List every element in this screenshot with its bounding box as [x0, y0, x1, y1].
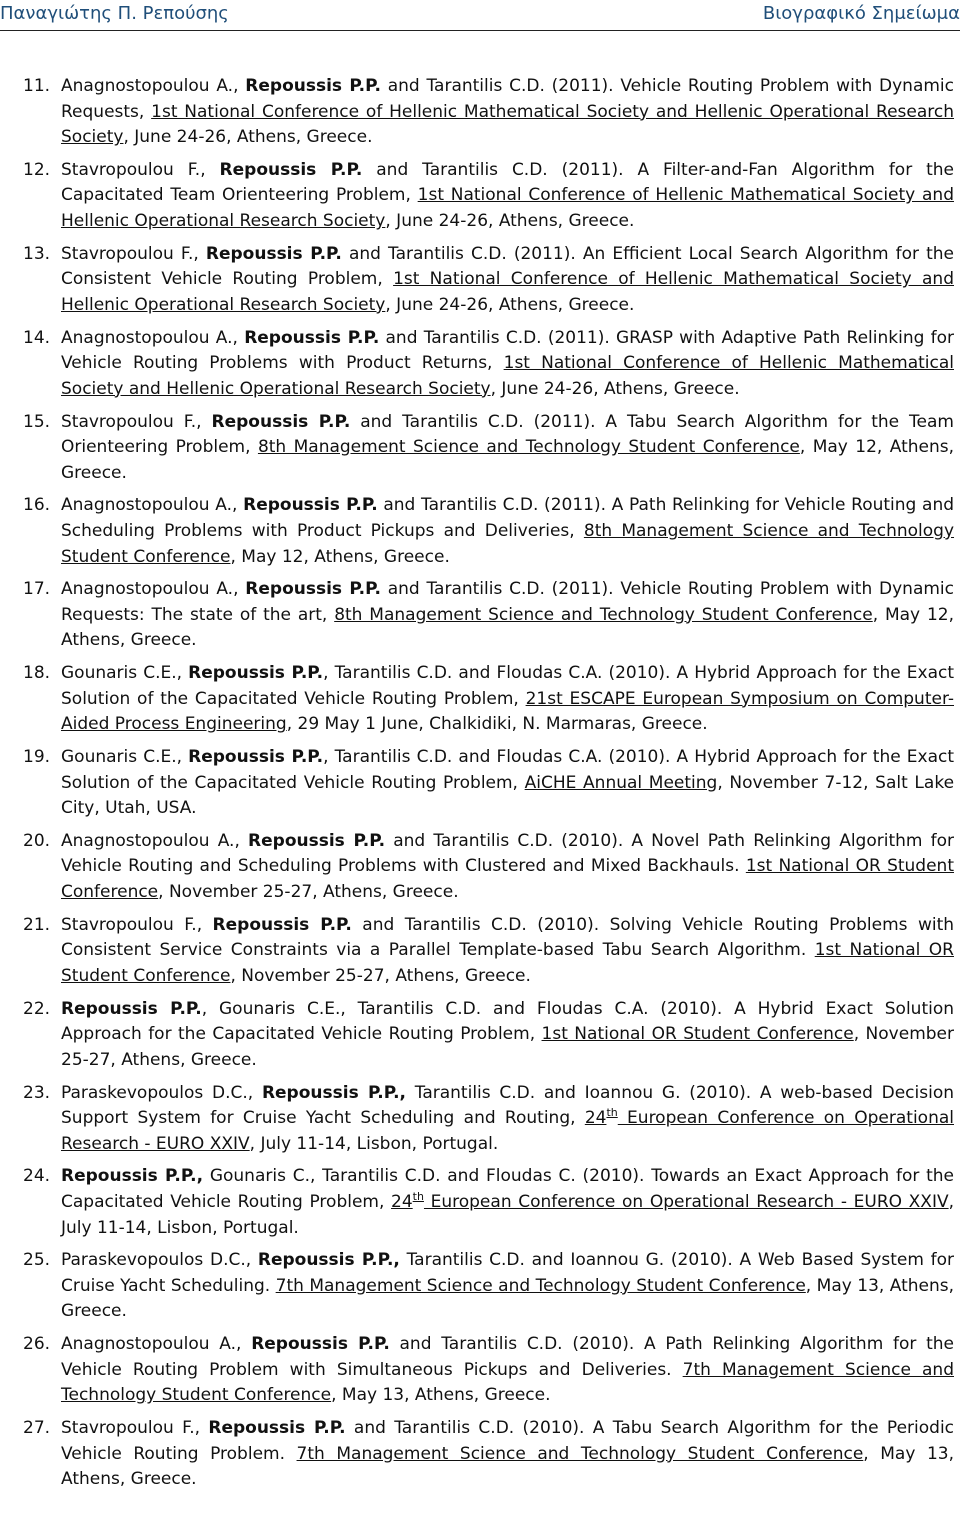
entry-text: , June 24-26, Athens, Greece.	[385, 211, 635, 232]
entry-text: , May 13, Athens, Greece.	[61, 1443, 954, 1490]
conference-name: 1st National Conference of Hellenic Mathematical Society and Hellenic Operational Research Society	[61, 353, 954, 399]
entry-number: 27.	[23, 1418, 51, 1438]
conference-name: 8th Management Science and Technology Student Conference	[257, 437, 800, 458]
publication-entry	[0, 1081, 954, 1158]
publication-entry	[0, 997, 954, 1074]
conference-name: 1st National OR Student Conference	[61, 940, 954, 986]
entry-text: Paraskevopoulos D.C.,	[61, 1082, 262, 1103]
entry-number: 12.	[23, 159, 51, 180]
author-highlight: Repoussis P.P.	[243, 495, 378, 516]
entry-number: 20.	[23, 830, 51, 851]
entry-text: , July 11-14, Lisbon, Portugal.	[249, 1133, 499, 1154]
publication-entry	[0, 158, 954, 235]
conference-name: 7th Management Science and Technology Student Conference	[61, 1359, 954, 1406]
publication-entry	[0, 1248, 954, 1325]
entry-text: , November 25-27, Athens, Greece.	[61, 1024, 954, 1070]
entry-text: , July 11-14, Lisbon, Portugal.	[61, 1191, 954, 1238]
conference-name: 24	[391, 1191, 413, 1212]
conference-name: 8th Management Science and Technology Student Conference	[334, 604, 873, 625]
entry-text: , May 12, Athens, Greece.	[61, 604, 954, 651]
publication-entry	[0, 1332, 954, 1409]
entry-text: Anagnostopoulou A.,	[61, 579, 246, 600]
conference-name: 1st National OR Student Conference	[541, 1024, 854, 1045]
entry-number: 13.	[23, 243, 51, 264]
author-highlight: Repoussis P.P.,	[261, 1082, 407, 1103]
publication-entry	[0, 829, 954, 906]
author-highlight: Repoussis P.P.	[245, 579, 381, 600]
conference-name: European Conference on Operational Research - EURO XXIV	[61, 1108, 954, 1154]
conference-name: 1st National Conference of Hellenic Mathematical Society and Hellenic Operational Research Society	[61, 269, 954, 315]
entry-number: 24.	[23, 1166, 51, 1187]
entry-text: Anagnostopoulou A.,	[61, 830, 249, 851]
entry-text: , Gounaris C.E., Tarantilis C.D. and Floudas C.A. (2010). A Hybrid Exact Solution Approach for the Capacitated Vehicle Routing Problem,	[61, 998, 955, 1045]
publication-entry	[0, 242, 954, 319]
entry-number: 15.	[23, 411, 51, 432]
conference-name: 1st National OR Student Conference	[61, 856, 954, 903]
entry-text: Gounaris C., Tarantilis C.D. and Floudas C. (2010). Towards an Exact Approach for the Capacitated Vehicle Routing Problem,	[61, 1166, 954, 1212]
author-highlight: Repoussis P.P.	[248, 830, 386, 851]
entry-text: , June 24-26, Athens, Greece.	[123, 127, 373, 148]
publication-entry	[0, 1164, 954, 1241]
conference-name: European Conference on Operational Research - EURO XXIV	[423, 1191, 949, 1212]
entry-text: Stavropoulou F.,	[61, 159, 220, 180]
author-highlight: Repoussis P.P.	[244, 327, 380, 348]
entry-text: Gounaris C.E.,	[61, 747, 189, 767]
entry-text: and Tarantilis C.D. (2011). Vehicle Routing Problem with Dynamic Requests,	[61, 76, 954, 122]
entry-text: , Tarantilis C.D. and Floudas C.A. (2010). A Hybrid Approach for the Exact Solution of the Capacitated Vehicle Routing Problem,	[61, 663, 955, 709]
entry-number: 22.	[23, 998, 51, 1019]
header-author: Παναγιώτης Π. Ρεπούσης	[0, 3, 229, 24]
conference-name: 1st National Conference of Hellenic Mathematical Society and Hellenic Operational Research Society	[61, 101, 955, 148]
entry-number: 18.	[23, 663, 51, 684]
publication-entry	[0, 1416, 954, 1493]
entry-number: 23.	[23, 1082, 51, 1103]
header-divider	[0, 30, 960, 31]
author-highlight: Repoussis P.P.,	[257, 1250, 400, 1271]
entry-number: 14.	[23, 327, 51, 348]
conference-name: 7th Management Science and Technology Student Conference	[275, 1275, 806, 1296]
entry-text: , May 13, Athens, Greece.	[61, 1275, 955, 1322]
entry-text: Tarantilis C.D. and Ioannou G. (2010). A Web Based System for Cruise Yacht Scheduling.	[61, 1250, 954, 1296]
entry-number: 16.	[23, 495, 51, 516]
entry-text: Gounaris C.E.,	[61, 663, 189, 684]
entry-text: Anagnostopoulou A.,	[61, 327, 245, 348]
publication-list	[0, 74, 954, 1500]
entry-text: Anagnostopoulou A.,	[61, 76, 246, 96]
publication-entry	[0, 745, 954, 822]
header-document-title: Βιογραφικό Σημείωμα	[762, 3, 960, 24]
entry-number: 11.	[23, 76, 51, 96]
entry-text: , November 25-27, Athens, Greece.	[158, 882, 459, 903]
author-highlight: Repoussis P.P.	[188, 747, 324, 767]
entry-text: Anagnostopoulou A.,	[61, 495, 244, 516]
entry-text: and Tarantilis C.D. (2011). An Efficient Local Search Algorithm for the Consistent Vehicle Routing Problem,	[61, 243, 955, 290]
entry-text: and Tarantilis C.D. (2010). A Path Relinking Algorithm for the Vehicle Routing Problem with Simultaneous Pickups and Deliveries.	[61, 1334, 954, 1380]
entry-number: 17.	[23, 579, 51, 600]
conference-name: th	[606, 1106, 618, 1120]
entry-text: Stavropoulou F.,	[61, 1418, 209, 1438]
author-highlight: Repoussis P.P.	[212, 914, 352, 935]
entry-text: , June 24-26, Athens, Greece.	[385, 294, 635, 315]
author-highlight: Repoussis P.P.	[188, 663, 324, 684]
conference-name: AiCHE Annual Meeting	[524, 772, 718, 793]
entry-text: Paraskevopoulos D.C.,	[61, 1250, 258, 1271]
conference-name: 1st National Conference of Hellenic Mathematical Society and Hellenic Operational Research Society	[61, 185, 954, 232]
conference-name: 7th Management Science and Technology Student Conference	[296, 1443, 864, 1464]
entry-text: and Tarantilis C.D. (2010). A Tabu Search Algorithm for the Periodic Vehicle Routing Problem.	[61, 1418, 955, 1464]
author-highlight: Repoussis P.P.	[219, 159, 363, 180]
author-highlight: Repoussis P.P.,	[61, 1166, 204, 1187]
entry-text: and Tarantilis C.D. (2010). A Novel Path Relinking Algorithm for Vehicle Routing and Scheduling Problems with Clustered and Mixed Backhauls.	[61, 830, 954, 877]
entry-text: , November 25-27, Athens, Greece.	[230, 965, 531, 986]
publication-entry	[0, 74, 954, 151]
conference-name: 8th Management Science and Technology Student Conference	[61, 520, 955, 567]
page-header	[0, 0, 960, 30]
entry-text: and Tarantilis C.D. (2011). Vehicle Routing Problem with Dynamic Requests: The state of the art,	[61, 579, 954, 625]
entry-text: , November 7-12, Salt Lake City, Utah, USA.	[61, 772, 955, 819]
entry-number: 26.	[23, 1334, 51, 1355]
entry-text: and Tarantilis C.D. (2011). GRASP with Adaptive Path Relinking for Vehicle Routing Problems with Product Returns,	[61, 327, 954, 374]
author-highlight: Repoussis P.P.	[208, 1418, 346, 1438]
author-highlight: Repoussis P.P.	[61, 998, 202, 1019]
entry-text: , 29 May 1 June, Chalkidiki, N. Marmaras, Greece.	[286, 714, 708, 735]
conference-name: 21st ESCAPE European Symposium on Computer-Aided Process Engineering	[61, 688, 954, 735]
author-highlight: Repoussis P.P.	[211, 411, 351, 432]
entry-text: Stavropoulou F.,	[61, 411, 212, 432]
entry-text: , June 24-26, Athens, Greece.	[490, 378, 740, 399]
publication-entry	[0, 913, 954, 990]
entry-text: and Tarantilis C.D. (2011). A Filter-and-Fan Algorithm for the Capacitated Team Orienteering Problem,	[61, 159, 955, 206]
entry-text: Stavropoulou F.,	[61, 914, 213, 935]
entry-text: , May 13, Athens, Greece.	[331, 1385, 551, 1406]
entry-number: 21.	[23, 914, 51, 935]
conference-name: 24	[584, 1108, 607, 1129]
conference-name: th	[412, 1189, 424, 1203]
entry-text: , Tarantilis C.D. and Floudas C.A. (2010). A Hybrid Approach for the Exact Solution of the Capacitated Vehicle Routing Problem,	[61, 747, 955, 793]
entry-text: Anagnostopoulou A.,	[61, 1334, 252, 1355]
publication-entry	[0, 661, 954, 738]
entry-number: 19.	[23, 747, 51, 767]
entry-text: and Tarantilis C.D. (2011). A Tabu Search Algorithm for the Team Orienteering Problem,	[61, 411, 954, 458]
entry-text: , May 12, Athens, Greece.	[230, 546, 450, 567]
publication-entry	[0, 493, 954, 570]
author-highlight: Repoussis P.P.	[205, 243, 342, 264]
entry-text: , May 12, Athens, Greece.	[61, 437, 955, 483]
publication-entry	[0, 326, 954, 403]
entry-number: 25.	[23, 1250, 51, 1271]
publication-entry	[0, 577, 954, 654]
publication-entry	[0, 410, 954, 487]
entry-text: Stavropoulou F.,	[61, 243, 206, 264]
author-highlight: Repoussis P.P.	[245, 76, 381, 96]
entry-text: and Tarantilis C.D. (2011). A Path Relinking for Vehicle Routing and Scheduling Problems with Product Pickups and Deliveries,	[61, 495, 955, 541]
entry-text: Tarantilis C.D. and Ioannou G. (2010). A web-based Decision Support System for Cruise Yacht Scheduling and Routing,	[61, 1082, 954, 1129]
entry-text: and Tarantilis C.D. (2010). Solving Vehicle Routing Problems with Consistent Service Constraints via a Parallel Template-based Tabu Search Algorithm.	[61, 914, 955, 961]
author-highlight: Repoussis P.P.	[251, 1334, 390, 1355]
